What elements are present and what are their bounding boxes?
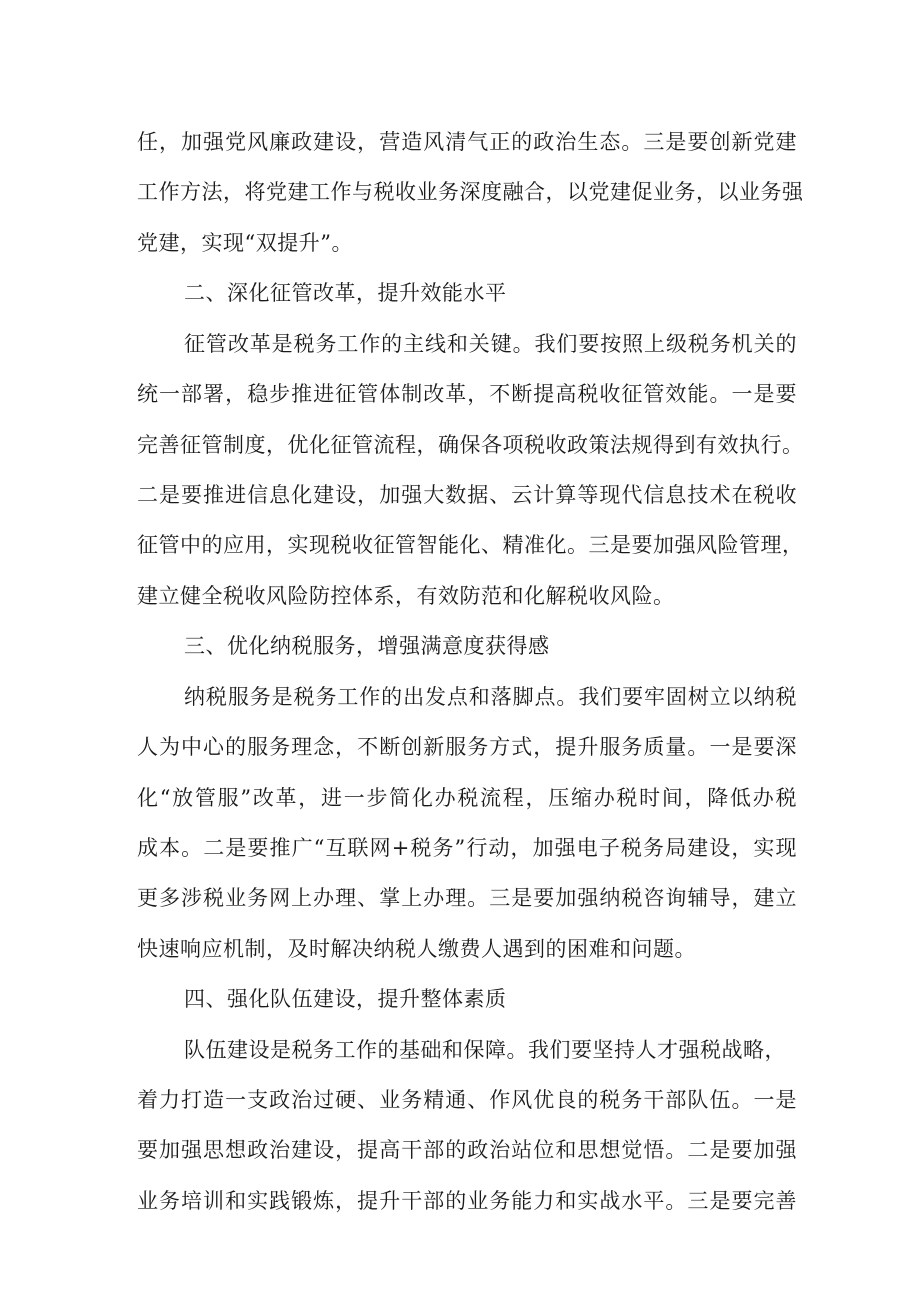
paragraph-line: 队伍建设是税务工作的基础和保障。我们要坚持人才强税战略， xyxy=(184,1038,786,1062)
paragraph-line: 纳税服务是税务工作的出发点和落脚点。我们要牢固树立以纳税 xyxy=(184,685,797,709)
paragraph-line: 业务培训和实践锻炼，提升干部的业务能力和实战水平。三是要完善 xyxy=(137,1189,797,1213)
paragraph-line: 二是要推进信息化建设，加强大数据、云计算等现代信息技术在税收 xyxy=(137,483,797,507)
paragraph-line: 征管改革是税务工作的主线和关键。我们要按照上级税务机关的 xyxy=(184,332,797,356)
section-heading-4: 四、强化队伍建设，提升整体素质 xyxy=(184,987,507,1011)
paragraph-line: 征管中的应用，实现税收征管智能化、精准化。三是要加强风险管理， xyxy=(137,533,804,557)
paragraph-line: 着力打造一支政治过硬、业务精通、作风优良的税务干部队伍。一是 xyxy=(137,1088,797,1112)
paragraph-line: 快速响应机制，及时解决纳税人缴费人遇到的困难和问题。 xyxy=(137,937,696,961)
paragraph-line: 化“放管服”改革，进一步简化办税流程，压缩办税时间，降低办税 xyxy=(137,786,797,810)
paragraph-line: 要加强思想政治建设，提高干部的政治站位和思想觉悟。二是要加强 xyxy=(137,1138,797,1162)
paragraph-line: 工作方法，将党建工作与税收业务深度融合，以党建促业务，以业务强 xyxy=(137,180,804,204)
paragraph-line: 完善征管制度，优化征管流程，确保各项税收政策法规得到有效执行。 xyxy=(137,433,804,457)
paragraph-line: 建立健全税收风险防控体系，有效防范和化解税收风险。 xyxy=(137,584,675,608)
paragraph-line: 任，加强党风廉政建设，营造风清气正的政治生态。三是要创新党建 xyxy=(137,130,797,154)
section-heading-3: 三、优化纳税服务，增强满意度获得感 xyxy=(184,634,550,658)
paragraph-line: 人为中心的服务理念，不断创新服务方式，提升服务质量。一是要深 xyxy=(137,735,797,759)
paragraph-line: 更多涉税业务网上办理、掌上办理。三是要加强纳税咨询辅导，建立 xyxy=(137,886,797,910)
paragraph-line: 成本。二是要推广“互联网+税务”行动，加强电子税务局建设，实现 xyxy=(137,836,797,860)
section-heading-2: 二、深化征管改革，提升效能水平 xyxy=(184,281,507,305)
paragraph-line: 统一部署，稳步推进征管体制改革，不断提高税收征管效能。一是要 xyxy=(137,382,797,406)
paragraph-line: 党建，实现“双提升”。 xyxy=(137,231,353,255)
